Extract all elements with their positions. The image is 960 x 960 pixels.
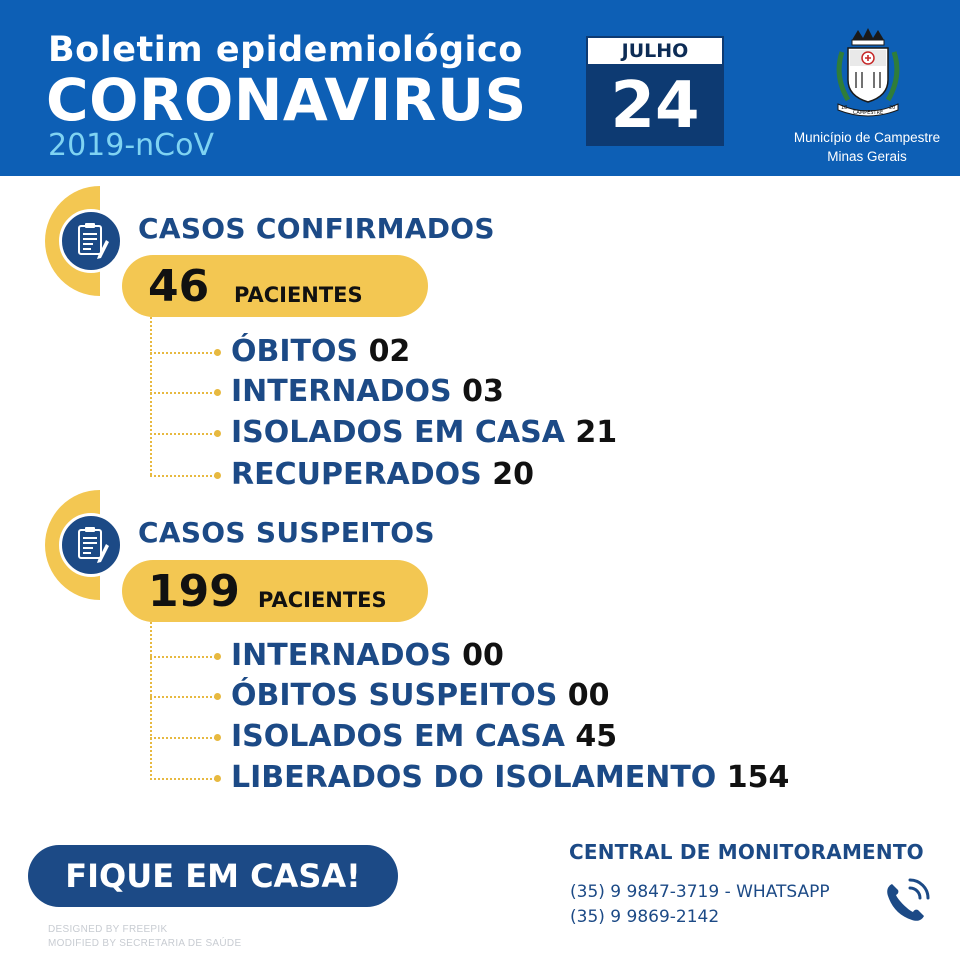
- suspected-unit: PACIENTES: [258, 588, 387, 612]
- header-banner: [0, 0, 960, 176]
- item-value: 45: [575, 719, 618, 754]
- date-month: JULHO: [586, 36, 724, 66]
- modified-credit: MODIFIED BY SECRETARIA DE SAÚDE: [48, 938, 242, 949]
- date-day: 24: [610, 69, 700, 143]
- item-value: 00: [462, 638, 504, 673]
- crest-year-right: 20: [889, 105, 896, 111]
- confirmed-title: CASOS CONFIRMADOS: [138, 212, 495, 245]
- icon-circle: [59, 209, 123, 273]
- item-label: ÓBITOS SUSPEITOS: [231, 678, 558, 713]
- item-label: ÓBITOS: [231, 334, 359, 369]
- municipality-name: Município de Campestre: [793, 130, 941, 145]
- phone-landline: (35) 9 9869-2142: [570, 907, 720, 927]
- item-value: 21: [575, 415, 618, 450]
- suspected-icon-badge: [45, 490, 127, 600]
- bulletin-title: Boletim epidemiológico: [48, 30, 523, 70]
- suspected-count-pill: [122, 560, 428, 622]
- clipboard-pen-icon: [62, 212, 120, 270]
- design-credit: DESIGNED BY FREEPIK: [48, 924, 168, 935]
- municipality-label: [780, 128, 954, 166]
- phone-whatsapp: (35) 9 9847-3719 - WHATSAPP: [570, 882, 830, 902]
- suspected-title: CASOS SUSPEITOS: [138, 516, 435, 549]
- coronavirus-title: CORONAVIRUS: [46, 66, 527, 134]
- confirmed-count-pill: [122, 255, 428, 317]
- monitoring-center-title: CENTRAL DE MONITORAMENTO: [569, 840, 924, 864]
- item-value: 00: [567, 678, 610, 713]
- municipality-state: Minas Gerais: [827, 149, 907, 164]
- clipboard-pen-icon: [62, 516, 120, 574]
- virus-code: 2019-nCoV: [48, 128, 215, 163]
- item-label: INTERNADOS: [231, 638, 452, 673]
- confirmed-unit: PACIENTES: [234, 283, 363, 307]
- suspected-count: 199: [148, 566, 240, 617]
- stay-home-banner: FIQUE EM CASA!: [28, 845, 398, 907]
- confirmed-connector: [150, 317, 230, 475]
- item-label: ISOLADOS EM CASA: [231, 415, 565, 450]
- date-badge: [586, 36, 724, 146]
- item-label: ISOLADOS EM CASA: [231, 719, 565, 754]
- coat-of-arms-icon: [832, 26, 904, 118]
- item-value: 154: [726, 760, 790, 795]
- suspected-connector: [150, 622, 230, 780]
- item-label: RECUPERADOS: [231, 457, 482, 492]
- phone-ringing-icon: [878, 874, 934, 930]
- crest-year-left: 18: [841, 105, 848, 111]
- item-value: 20: [492, 457, 534, 492]
- icon-circle: [59, 513, 123, 577]
- crest-banner: CAMPESTRE: [852, 110, 884, 116]
- confirmed-icon-badge: [45, 186, 127, 296]
- item-value: 02: [368, 334, 411, 369]
- item-value: 03: [462, 374, 504, 409]
- confirmed-count: 46: [148, 261, 210, 312]
- item-label: LIBERADOS DO ISOLAMENTO: [231, 760, 717, 795]
- item-label: INTERNADOS: [231, 374, 452, 409]
